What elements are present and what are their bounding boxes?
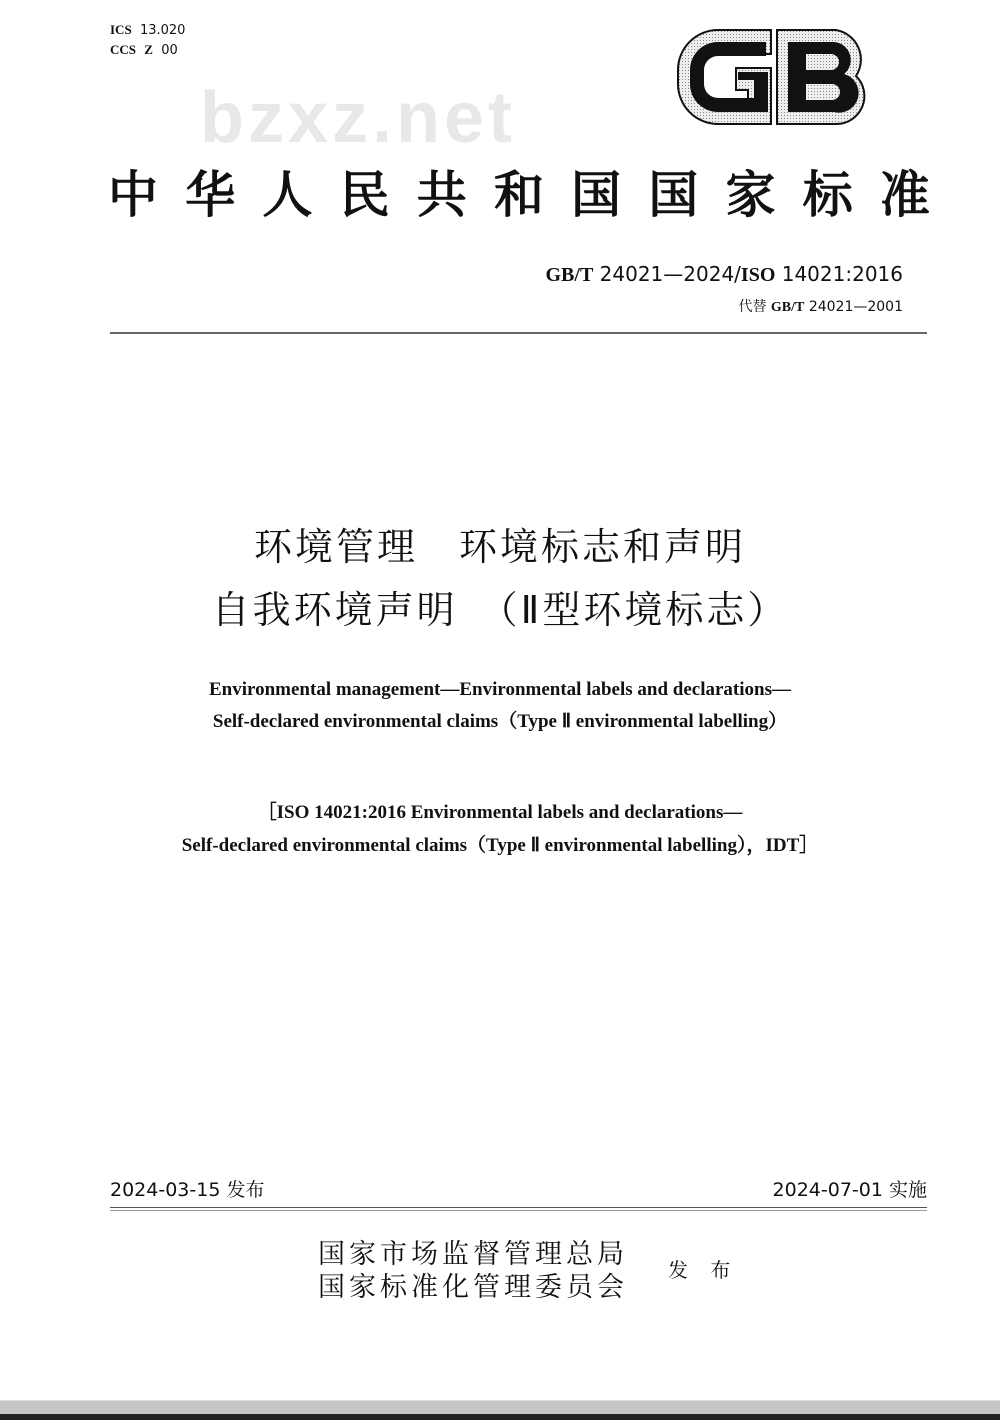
- title-char: 民: [339, 165, 390, 224]
- publish-label: 发 布: [668, 1258, 739, 1282]
- title-cn-line2: 自我环境声明 （Ⅱ型环境标志）: [211, 588, 789, 632]
- title-en-line2: Self-declared environmental claims（Type Ⅱ environmental labelling）: [212, 711, 788, 732]
- ccs-code: CCS Z 00: [110, 42, 178, 58]
- footer-divider-2: [110, 1210, 927, 1211]
- page-bottom-bar: [0, 1400, 1000, 1415]
- title-char: 国: [571, 165, 622, 224]
- issue-date: 2024-03-15 发布: [110, 1179, 265, 1201]
- title-char: 和: [493, 165, 544, 224]
- replaces-standard: 代替 GB/T 24021—2001: [738, 299, 903, 315]
- gb-logo: [676, 28, 872, 126]
- title-en-line1: Environmental management—Environmental labels and declarations—: [209, 679, 791, 700]
- title-char: 标: [802, 165, 853, 224]
- title-char: 华: [185, 165, 236, 224]
- title-char: 准: [879, 165, 930, 224]
- title-char: 中: [108, 165, 158, 224]
- main-title: [108, 166, 930, 224]
- publisher-samr: 国家市场监督管理总局: [318, 1239, 628, 1270]
- title-char: 国: [648, 165, 699, 224]
- publisher-sac: 国家标准化管理委员会: [318, 1272, 628, 1303]
- title-char: 人: [262, 165, 313, 224]
- classification-codes: [110, 20, 185, 60]
- page-bottom-edge: [0, 1414, 1000, 1420]
- iso-equiv-line1: ［ISO 14021:2016 Environmental labels and declarations—: [257, 802, 743, 823]
- header-divider: [110, 332, 927, 334]
- footer-divider: [110, 1207, 927, 1208]
- title-cn-line1: 环境管理 环境标志和声明: [253, 525, 746, 569]
- standard-number: GB/T 24021—2024/ISO 14021:2016: [545, 262, 903, 286]
- title-char: 家: [725, 165, 776, 224]
- iso-equiv-line2: Self-declared environmental claims（Type Ⅱ environmental labelling），IDT］: [181, 835, 819, 856]
- publishers: [318, 1238, 628, 1304]
- effective-date: 2024-07-01 实施: [772, 1179, 927, 1201]
- watermark: bzxz.net: [200, 78, 517, 158]
- ics-code: ICS 13.020: [110, 22, 186, 38]
- title-char: 共: [416, 165, 467, 224]
